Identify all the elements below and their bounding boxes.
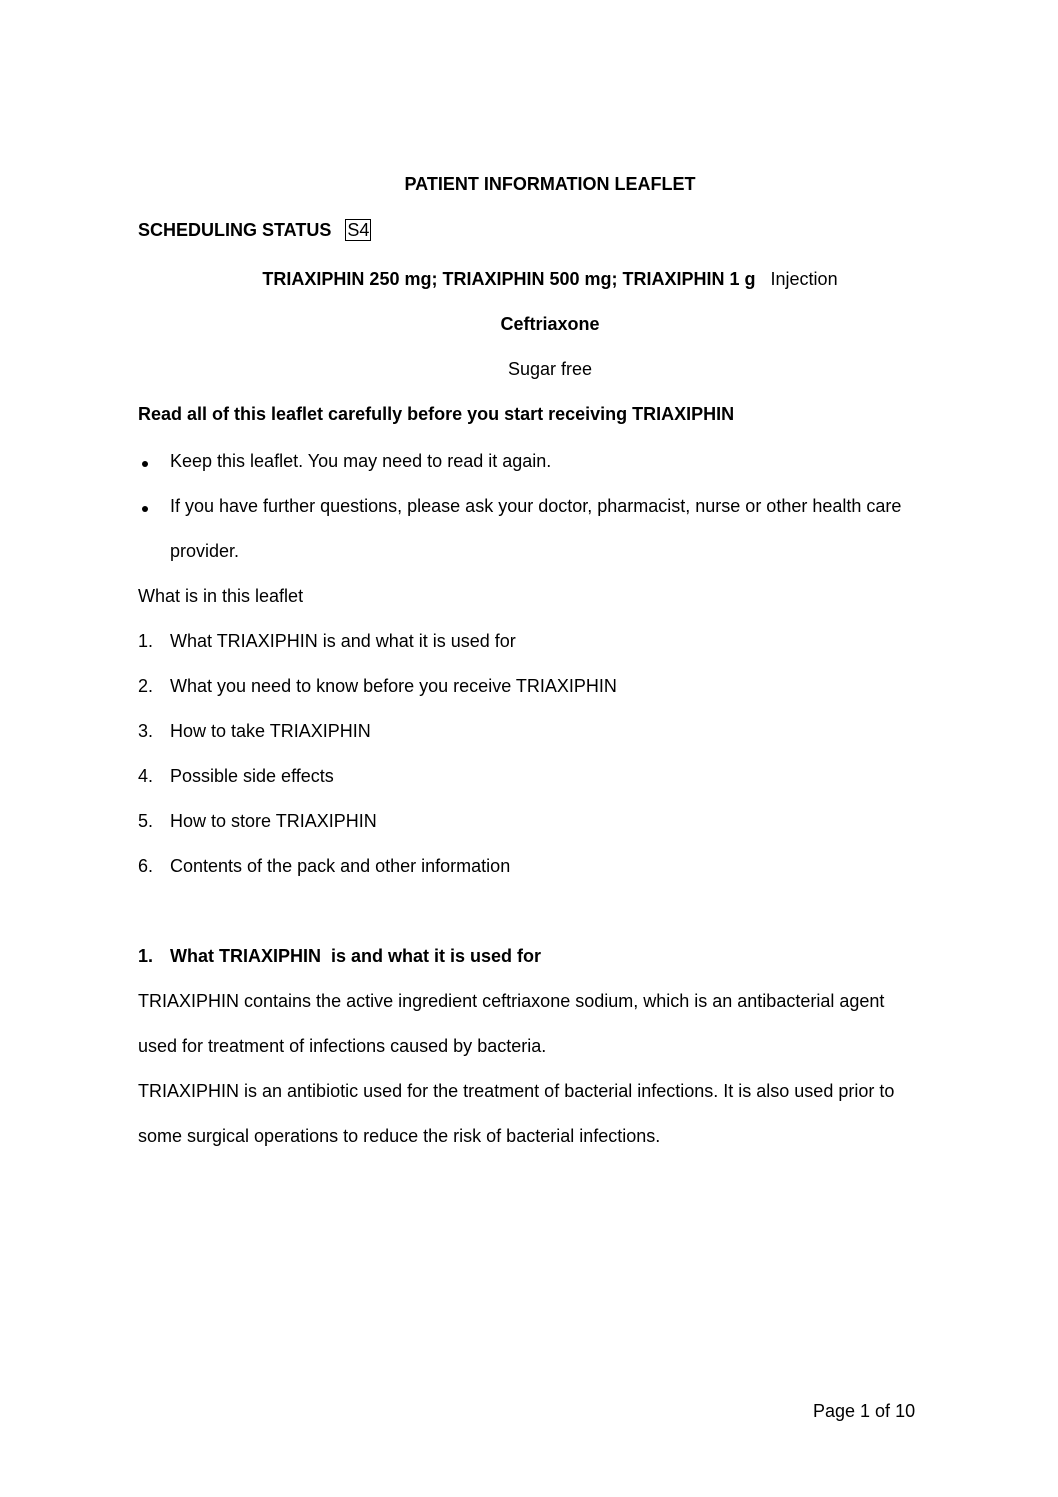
section-paragraph: TRIAXIPHIN contains the active ingredient ceftriaxone sodium, which is an antibacterial agent (138, 991, 885, 1011)
scheduling-status (138, 219, 371, 241)
scheduling-status-label: SCHEDULING STATUS (138, 220, 332, 240)
section-number: 1. (138, 946, 154, 966)
section-paragraph: some surgical operations to reduce the risk of bacterial infections. (138, 1126, 661, 1146)
toc-number: 1. (138, 631, 154, 651)
product-line (0, 268, 1058, 290)
toc-item: How to store TRIAXIPHIN (170, 811, 377, 831)
toc-number: 2. (138, 676, 154, 696)
bullet-dot (142, 506, 148, 512)
toc-heading: What is in this leaflet (138, 586, 304, 606)
bullet-item: Keep this leaflet. You may need to read it again. (170, 451, 552, 471)
read-all-heading: Read all of this leaflet carefully before you start receiving TRIAXIPHIN (138, 404, 735, 424)
leaflet-title: PATIENT INFORMATION LEAFLET (404, 174, 696, 194)
toc-item: How to take TRIAXIPHIN (170, 721, 371, 741)
toc-number: 3. (138, 721, 154, 741)
product-names: TRIAXIPHIN 250 mg; TRIAXIPHIN 500 mg; TRIAXIPHIN 1 g (262, 269, 756, 289)
active-ingredient: Ceftriaxone (500, 314, 600, 334)
page-number: Page 1 of 10 (813, 1401, 916, 1421)
toc-item: What TRIAXIPHIN is and what it is used for (170, 631, 516, 651)
schedule-badge: S4 (347, 220, 370, 240)
toc-number: 6. (138, 856, 154, 876)
toc-item: Possible side effects (170, 766, 334, 786)
toc-item: Contents of the pack and other information (170, 856, 511, 876)
toc-number: 4. (138, 766, 154, 786)
section-paragraph: used for treatment of infections caused by bacteria. (138, 1036, 547, 1056)
section-paragraph: TRIAXIPHIN is an antibiotic used for the treatment of bacterial infections. It is also used prior to (138, 1081, 895, 1101)
sugar-free-note: Sugar free (507, 359, 593, 379)
toc-item: What you need to know before you receive TRIAXIPHIN (170, 676, 617, 696)
section-heading: What TRIAXIPHIN is and what it is used for (170, 946, 542, 966)
bullet-dot (142, 461, 148, 467)
toc-number: 5. (138, 811, 154, 831)
product-form: Injection (770, 269, 838, 289)
bullet-item-continuation: provider. (170, 541, 240, 561)
bullet-item: If you have further questions, please ask your doctor, pharmacist, nurse or other health care (170, 496, 902, 516)
